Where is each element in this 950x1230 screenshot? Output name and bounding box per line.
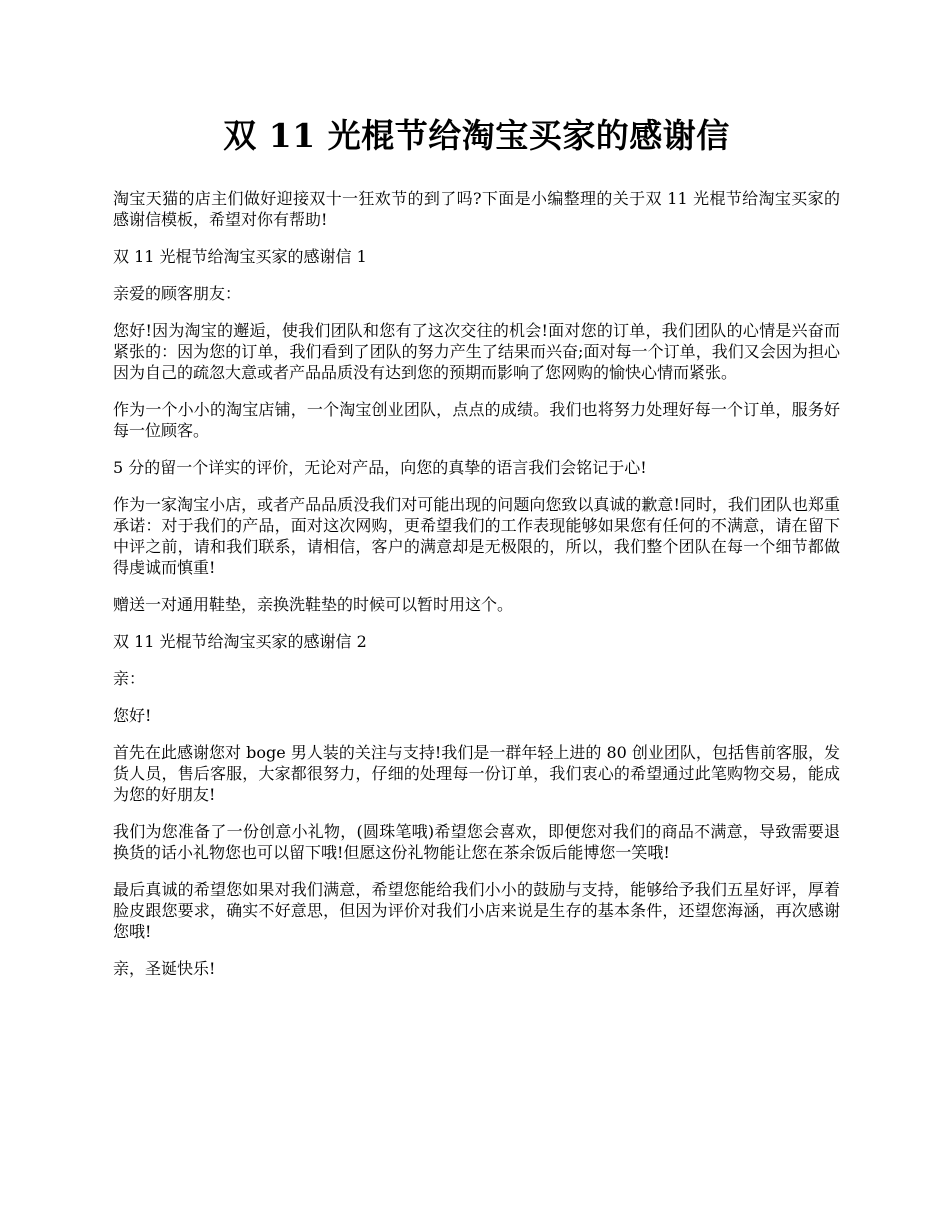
letter-1-body-paragraph: 作为一个小小的淘宝店铺，一个淘宝创业团队，点点的成绩。我们也将努力处理好每一个订单，服务好每一位顾客。 xyxy=(113,400,840,440)
letter-2-salutation: 亲： xyxy=(113,669,146,688)
intro-paragraph: 淘宝天猫的店主们做好迎接双十一狂欢节的到了吗?下面是小编整理的关于双 11 光棍节给淘宝买家的感谢信模板，希望对你有帮助! xyxy=(113,189,840,229)
letter-1-heading: 双 11 光棍节给淘宝买家的感谢信 1 xyxy=(113,247,367,266)
document-title: 双 11 光棍节给淘宝买家的感谢信 xyxy=(223,116,730,155)
document-page xyxy=(113,112,840,995)
letter-2-body-paragraph: 最后真诚的希望您如果对我们满意，希望您能给我们小小的鼓励与支持，能够给予我们五星好评，厚着脸皮跟您要求，确实不好意思，但因为评价对我们小店来说是生存的基本条件，还望您海涵，再次感谢您哦! xyxy=(113,880,840,941)
letter-2-greeting: 您好! xyxy=(113,706,152,725)
letter-1-closing-paragraph: 赠送一对通用鞋垫，亲换洗鞋垫的时候可以暂时用这个。 xyxy=(113,595,514,614)
letter-1-body-paragraph: 您好!因为淘宝的邂逅，使我们团队和您有了这次交往的机会!面对您的订单，我们团队的心情是兴奋而紧张的：因为您的订单，我们看到了团队的努力产生了结果而兴奋;面对每一个订单，我们又会因为担心因为自己的疏忽大意或者产品品质没有达到您的预期而影响了您网购的愉快心情而紧张。 xyxy=(113,321,840,382)
letter-2-body-paragraph: 首先在此感谢您对 boge 男人装的关注与支持!我们是一群年轻上进的 80 创业团队，包括售前客服，发货人员，售后客服，大家都很努力，仔细的处理每一份订单，我们衷心的希望通过此笔购物交易，能成为您的好朋友! xyxy=(113,743,840,804)
letter-2-body-paragraph: 我们为您准备了一份创意小礼物，(圆珠笔哦)希望您会喜欢，即便您对我们的商品不满意，导致需要退换货的话小礼物您也可以留下哦!但愿这份礼物能让您在茶余饭后能博您一笑哦! xyxy=(113,822,840,862)
letter-2-heading: 双 11 光棍节给淘宝买家的感谢信 2 xyxy=(113,632,367,651)
letter-2-closing-paragraph: 亲，圣诞快乐! xyxy=(113,959,216,978)
letter-1-salutation: 亲爱的顾客朋友： xyxy=(113,284,242,303)
letter-1-body-paragraph: 作为一家淘宝小店，或者产品品质没我们对可能出现的问题向您致以真诚的歉意!同时，我们团队也郑重承诺：对于我们的产品，面对这次网购，更希望我们的工作表现能够如果您有任何的不满意，请在留下中评之前，请和我们联系，请相信，客户的满意却是无极限的，所以，我们整个团队在每一个细节都做得虔诚而慎重! xyxy=(113,495,840,577)
letter-1-body-paragraph: 5 分的留一个详实的评价，无论对产品，向您的真挚的语言我们会铭记于心! xyxy=(113,458,647,477)
